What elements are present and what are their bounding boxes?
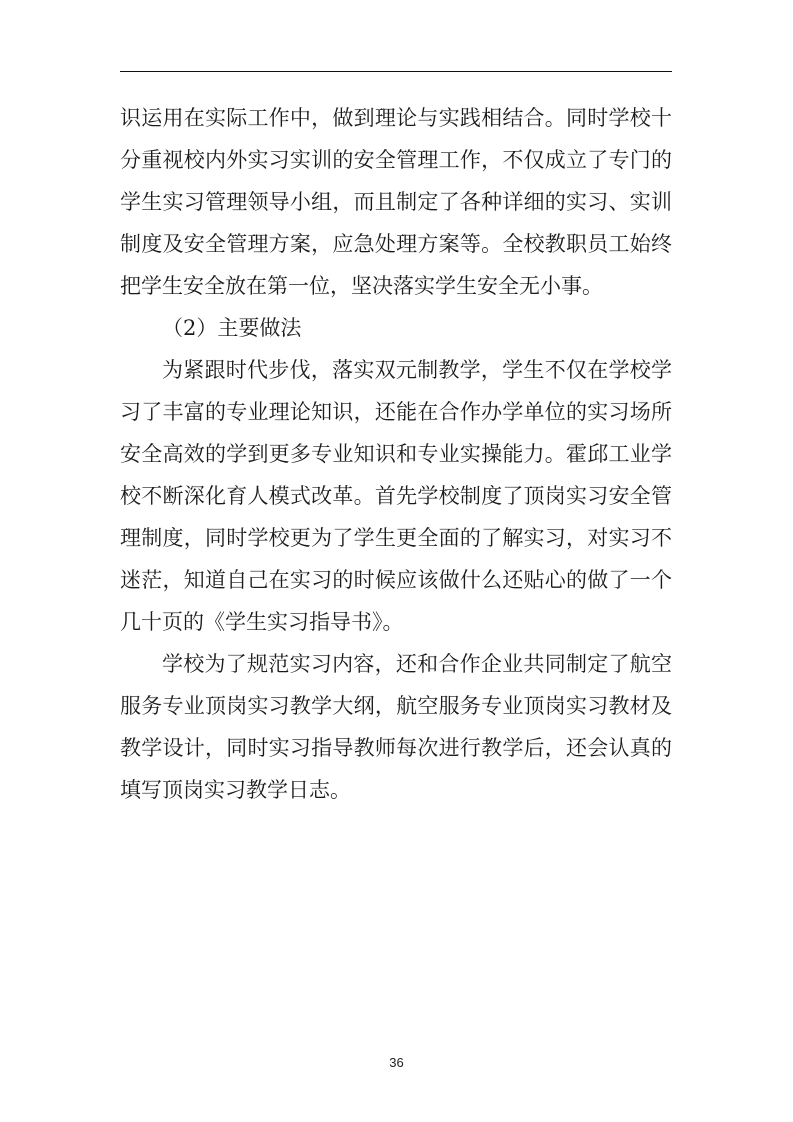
paragraph-line: 习了丰富的专业理论知识，还能在合作办学单位的实习场所: [120, 400, 672, 424]
paragraph-line: 理制度，同时学校更为了学生更全面的了解实习，对实习不: [120, 526, 672, 550]
paragraph-line: 识运用在实际工作中，做到理论与实践相结合。同时学校十: [120, 106, 672, 130]
page-body: [120, 97, 672, 811]
paragraph-line: 学生实习管理领导小组，而且制定了各种详细的实习、实训: [120, 190, 672, 214]
paragraph-line: 把学生安全放在第一位，坚决落实学生安全无小事。: [120, 274, 603, 298]
page-number: 36: [389, 1055, 404, 1070]
paragraph-line: 为紧跟时代步伐，落实双元制教学，学生不仅在学校学: [162, 358, 672, 382]
paragraph: [120, 643, 672, 811]
paragraph-line: 分重视校内外实习实训的安全管理工作，不仅成立了专门的: [120, 148, 672, 172]
paragraph-line: 制度及安全管理方案，应急处理方案等。全校教职员工始终: [120, 232, 672, 256]
paragraph-line: 校不断深化育人模式改革。首先学校制度了顶岗实习安全管: [120, 484, 672, 508]
paragraph: [120, 349, 672, 643]
paragraph-line: 安全高效的学到更多专业知识和专业实操能力。霍邱工业学: [120, 442, 672, 466]
paragraph-line: 迷茫，知道自己在实习的时候应该做什么还贴心的做了一个: [120, 568, 672, 592]
paragraph-line: 教学设计，同时实习指导教师每次进行教学后，还会认真的: [120, 736, 672, 760]
header-rule: [120, 71, 672, 72]
paragraph-line: 填写顶岗实习教学日志。: [120, 778, 351, 802]
paragraph-line: 几十页的《学生实习指导书》。: [120, 610, 404, 634]
paragraph-line: 学校为了规范实习内容，还和合作企业共同制定了航空: [162, 652, 672, 676]
paragraph: [120, 97, 672, 307]
paragraph-line: 服务专业顶岗实习教学大纲，航空服务专业顶岗实习教材及: [120, 694, 672, 718]
section-heading: （2）主要做法: [162, 316, 302, 340]
